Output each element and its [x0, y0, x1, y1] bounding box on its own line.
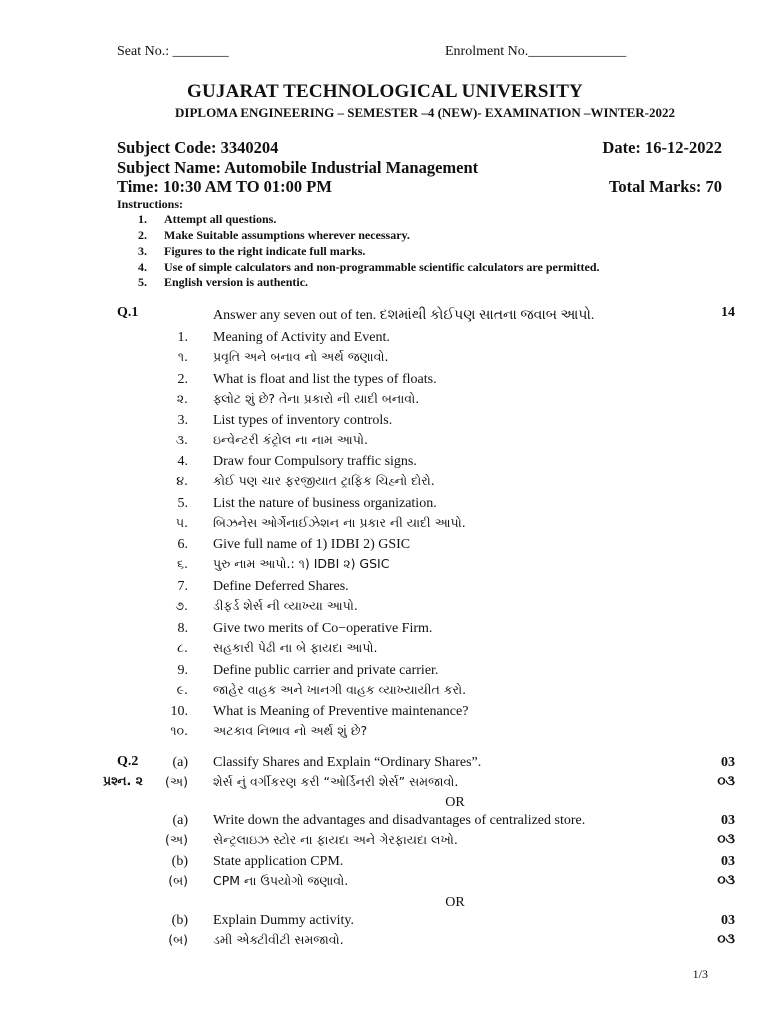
q1-item-number-gujarati: ૯. [176, 682, 188, 697]
exam-date: Date: 16-12-2022 [602, 138, 722, 157]
q1-item-gujarati: કોઈ પણ ચાર ફરજીયાત ટ્રાફિક ચિહ્નો દોરો. [213, 473, 435, 488]
page-number: 1/3 [692, 967, 708, 981]
q2-part-marks-gujarati: ૦૩ [717, 774, 735, 789]
q1-item-number: 5. [177, 496, 188, 511]
q1-item-gujarati: ફ્લોટ શું છે? તેના પ્રકારો ની યાદી બનાવો. [213, 391, 420, 406]
q1-item-number: 6. [177, 537, 188, 552]
q1-item-number-gujarati: ૫. [175, 515, 188, 530]
q2-part-marks: 03 [721, 854, 735, 869]
q2-part-english: State application CPM. [213, 854, 344, 869]
q2-part-gujarati: ડમી એક્ટીવીટી સમજાવો. [213, 932, 344, 947]
q1-item-number: 4. [177, 454, 188, 469]
q1-item-number-gujarati: ૭. [175, 598, 188, 613]
q2-part-marks-gujarati: ૦૩ [717, 873, 735, 888]
q2-part-marks-gujarati: ૦૩ [717, 932, 735, 947]
exam-title: DIPLOMA ENGINEERING – SEMESTER –4 (NEW)- EXAMINATION –WINTER-2022 [175, 105, 675, 120]
q1-item-number: 7. [177, 579, 188, 594]
university-title: GUJARAT TECHNOLOGICAL UNIVERSITY [187, 81, 583, 102]
q1-item-gujarati: ડીફર્ડ શેર્સ ની વ્યાખ્યા આપો. [213, 598, 358, 613]
q1-item-gujarati: પ્રવૃતિ અને બનાવ નો અર્થ જણાવો. [213, 349, 389, 364]
q2-part-number-gujarati: (અ) [165, 832, 188, 847]
instructions-title: Instructions: [117, 197, 184, 211]
question-1-intro: Answer any seven out of ten. દશમાંથી કોઈપણ સાતના જવાબ આપો. [213, 308, 595, 323]
q1-item-number: 1. [177, 330, 188, 345]
q2-part-marks: 03 [721, 755, 735, 770]
seat-number-field: Seat No.: ________ [117, 44, 229, 59]
q2-part-number: (a) [172, 755, 188, 770]
q2-part-number-gujarati: (અ) [165, 774, 188, 789]
q1-item-gujarati: ઇન્વેન્ટરી કંટ્રોલ ના નામ આપો. [213, 432, 368, 447]
instruction-item: 5. English version is authentic. [138, 275, 309, 289]
q1-item-english: What is float and list the types of floats. [213, 372, 437, 387]
q2-part-number: (b) [171, 854, 188, 869]
q1-item-english: Define Deferred Shares. [213, 579, 349, 594]
q1-item-number-gujarati: ૩. [175, 432, 188, 447]
q1-item-gujarati: બિઝનેસ ઓર્ગેનાઈઝેશન ના પ્રકાર ની યાદી આપો. [213, 515, 466, 530]
question-1-label: Q.1 [117, 305, 139, 320]
q1-item-gujarati: પુરુ નામ આપો.: ૧) IDBI ૨) GSIC [213, 556, 390, 571]
q1-item-number: 3. [177, 413, 188, 428]
q1-item-gujarati: જાહેર વાહક અને ખાનગી વાહક વ્યાખ્યાયીત કરો. [213, 682, 467, 697]
q1-item-gujarati: સહકારી પેઢી ના બે ફાયદા આપો. [213, 640, 378, 655]
q2-part-gujarati: સેન્ટ્રલાઇઝ સ્ટોર ના ફાયદા અને ગેરફાયદા લખો. [213, 832, 458, 847]
q2-part-gujarati: શેર્સ નું વર્ગીકરણ કરી “ઓર્ડિનરી શેર્સ” સમજાવો. [213, 774, 459, 789]
instruction-item: 1. Attempt all questions. [138, 212, 277, 226]
q1-item-number-gujarati: ૮. [177, 640, 188, 655]
total-marks: Total Marks: 70 [608, 177, 722, 196]
q2-part-number-gujarati: (બ) [168, 932, 188, 947]
q1-item-english: List the nature of business organization. [213, 496, 437, 511]
enrolment-number-field: Enrolment No.______________ [445, 44, 627, 59]
q1-item-number: 10. [170, 704, 188, 719]
exam-time: Time: 10:30 AM TO 01:00 PM [117, 177, 332, 196]
q2-part-marks-gujarati: ૦૩ [717, 832, 735, 847]
q1-item-english: Draw four Compulsory traffic signs. [213, 454, 417, 469]
q2-part-english: Write down the advantages and disadvantages of centralized store. [213, 813, 586, 828]
q2-part-number: (b) [171, 913, 188, 928]
q1-item-number-gujarati: ૧૦. [170, 723, 188, 738]
q1-item-number-gujarati: ૬. [177, 556, 188, 571]
instruction-item: 2. Make Suitable assumptions wherever necessary. [138, 228, 410, 242]
q2-part-number-gujarati: (બ) [168, 873, 188, 888]
q2-part-marks: 03 [721, 913, 735, 928]
q1-item-number-gujarati: ૧. [177, 349, 188, 364]
or-separator: OR [445, 895, 465, 910]
or-separator: OR [445, 795, 465, 810]
q1-item-english: Give full name of 1) IDBI 2) GSIC [213, 537, 411, 552]
q1-item-english: Define public carrier and private carrier. [213, 663, 439, 678]
q1-item-number: 9. [177, 663, 188, 678]
q1-item-number: 8. [177, 621, 188, 636]
q1-item-number-gujarati: ૨. [176, 391, 188, 406]
question-2-label-gujarati: પ્રશ્ન. ૨ [103, 773, 143, 788]
q1-item-number-gujarati: ૪. [176, 473, 188, 488]
instruction-item: 3. Figures to the right indicate full marks. [138, 244, 366, 258]
q1-item-english: What is Meaning of Preventive maintenance? [213, 704, 469, 719]
subject-name: Subject Name: Automobile Industrial Management [117, 158, 479, 177]
q1-item-english: Meaning of Activity and Event. [213, 330, 390, 345]
q1-item-gujarati: અટકાવ નિભાવ નો અર્થ શું છે? [213, 723, 368, 738]
question-1-marks: 14 [721, 305, 735, 320]
q2-part-gujarati: CPM ના ઉપયોગો જણાવો. [213, 873, 349, 888]
question-2-label: Q.2 [117, 754, 139, 769]
q2-part-number: (a) [172, 813, 188, 828]
q1-item-number: 2. [177, 372, 188, 387]
instruction-item: 4. Use of simple calculators and non-programmable scientific calculators are permitted. [138, 260, 600, 274]
q2-part-english: Classify Shares and Explain “Ordinary Shares”. [213, 755, 482, 770]
q2-part-marks: 03 [721, 813, 735, 828]
q2-part-english: Explain Dummy activity. [213, 913, 355, 928]
subject-code: Subject Code: 3340204 [117, 138, 279, 157]
q1-item-english: List types of inventory controls. [213, 413, 393, 428]
q1-item-english: Give two merits of Co−operative Firm. [213, 621, 433, 636]
